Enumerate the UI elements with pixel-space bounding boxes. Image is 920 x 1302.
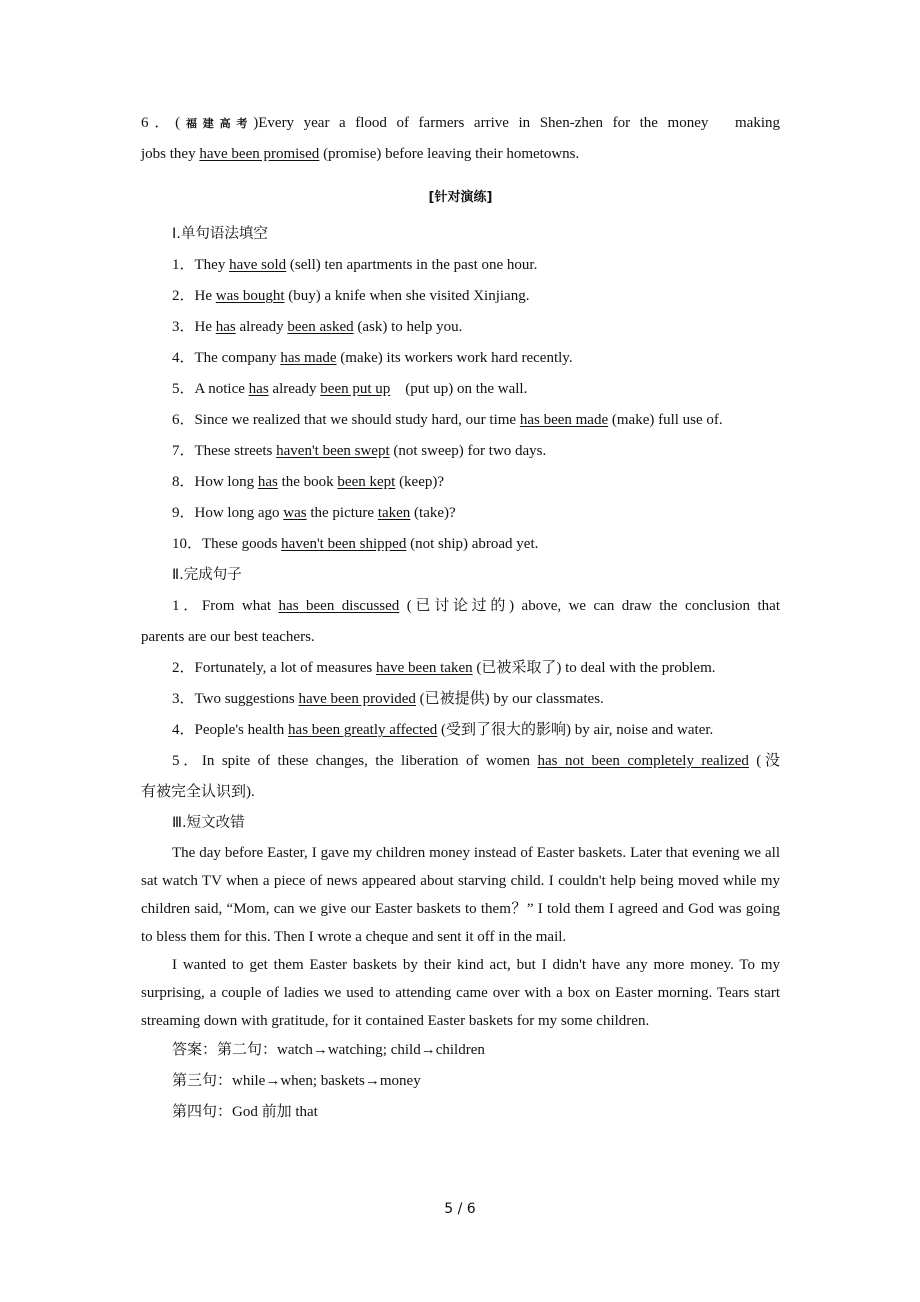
list-item: 9．How long ago was the picture taken (take)? — [172, 505, 456, 521]
answer-line: 第三句：while→when; baskets→money — [172, 1073, 421, 1089]
passage-paragraph-2: I wanted to get them Easter baskets by their kind act, but I didn't have any more money. To my surprising, a couple of ladies we used to attending came over with a box on Easter morning. Tears start streaming down with gratitude, for it contained Easter baskets for my some children. — [141, 957, 780, 1029]
list-item: 3．Two suggestions have been provided (已被提供) by our classmates. — [172, 691, 604, 707]
list-item: 5．A notice has already been put up (put up) on the wall. — [172, 381, 528, 397]
example-6-line-2: jobs they have been promised (promise) before leaving their hometowns. — [141, 146, 580, 162]
page-number: 5 / 6 — [444, 1201, 476, 1217]
passage-paragraph-1: The day before Easter, I gave my children money instead of Easter baskets. Later that evening we all sat watch TV when a piece of news appeared about starving child. I couldn't help being moved while my children said, “Mom, can we give our Easter baskets to them？” I told them I agreed and God was going to bless them for this. Then I wrote a cheque and sent it off in the mail. — [141, 845, 780, 945]
list-item: 2．He was bought (buy) a knife when she visited Xinjiang. — [172, 288, 530, 304]
list-item: 5．In spite of these changes, the liberation of women has not been completely realized (没 — [172, 753, 780, 769]
list-item: 6．Since we realized that we should study hard, our time has been made (make) full use of. — [172, 412, 723, 428]
list-item-continuation: parents are our best teachers. — [141, 629, 315, 645]
list-item: 2．Fortunately, a lot of measures have been taken (已被采取了) to deal with the problem. — [172, 660, 716, 676]
list-item-continuation: 有被完全认识到). — [141, 784, 255, 800]
answer-underlined: have been promised — [199, 146, 320, 162]
practice-title: [针对演练] — [428, 190, 493, 205]
example-text: )Every year a flood of farmers arrive in Shen-zhen for the money making — [253, 115, 781, 131]
answer-line: 第四句：God 前加 that — [172, 1104, 318, 1120]
list-item: 4．The company has made (make) its workers work hard recently. — [172, 350, 573, 366]
answer-line: 答案：第二句：watch→watching; child→children — [172, 1042, 485, 1058]
list-item: 4．People's health has been greatly affected (受到了很大的影响) by air, noise and water. — [172, 722, 714, 738]
list-item: 1．They have sold (sell) ten apartments in the past one hour. — [172, 257, 538, 273]
section-1-heading: Ⅰ.单句语法填空 — [172, 226, 268, 242]
source-tag: 福建高考 — [180, 117, 254, 130]
example-number: 6．( — [141, 115, 181, 131]
section-2-heading: Ⅱ.完成句子 — [172, 567, 242, 583]
section-3-heading: Ⅲ.短文改错 — [172, 815, 245, 831]
list-item: 1．From what has been discussed (已讨论过的) above, we can draw the conclusion that — [172, 598, 781, 614]
list-item: 7．These streets haven't been swept (not sweep) for two days. — [172, 443, 547, 459]
list-item: 3．He has already been asked (ask) to help you. — [172, 319, 463, 335]
list-item: 10．These goods haven't been shipped (not ship) abroad yet. — [172, 536, 539, 552]
list-item: 8．How long has the book been kept (keep)? — [172, 474, 445, 490]
content-area — [141, 108, 780, 1128]
example-6-line-1 — [141, 108, 780, 139]
